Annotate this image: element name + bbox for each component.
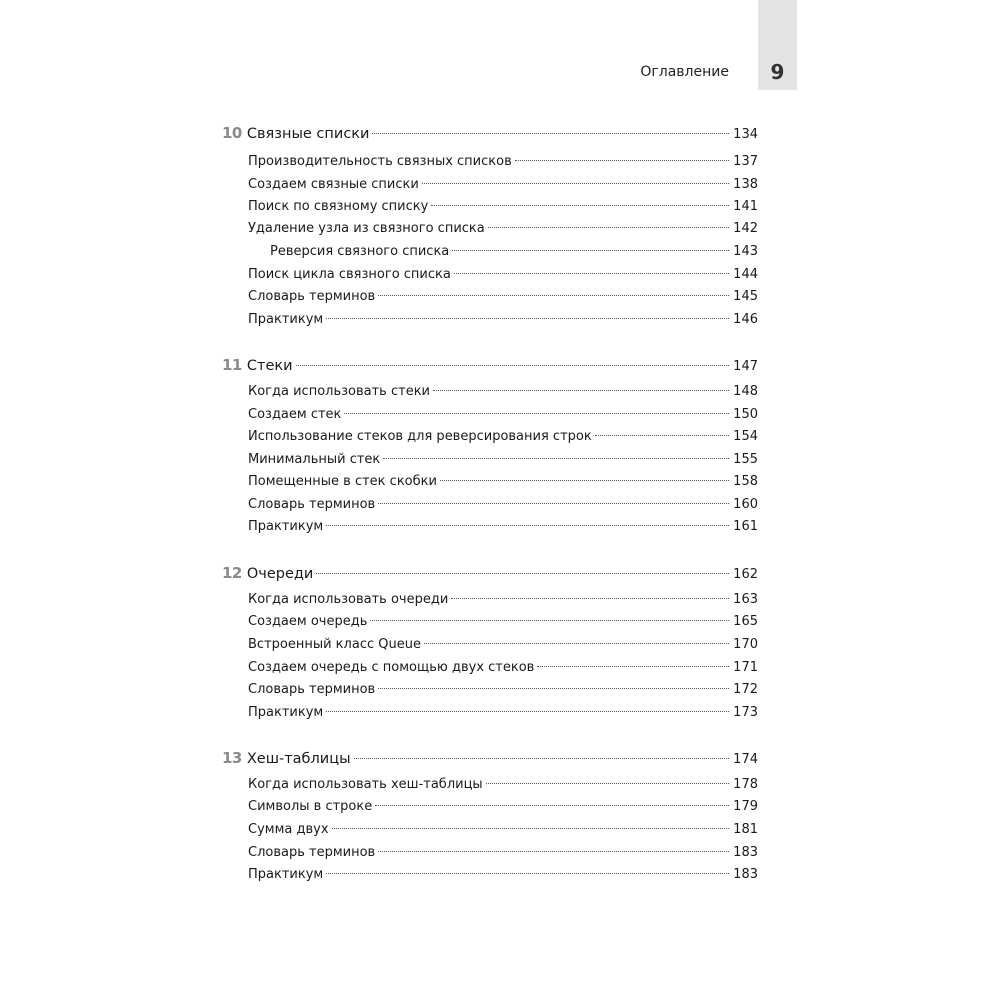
subsection-title: Реверсия связного списка bbox=[270, 244, 450, 259]
section-title: Когда использовать хеш-таблицы bbox=[248, 777, 483, 792]
chapter-number: 13 bbox=[222, 749, 242, 767]
section-page: 171 bbox=[733, 660, 758, 675]
toc-entry[interactable] bbox=[248, 197, 758, 219]
dot-leader bbox=[375, 805, 729, 806]
chapter-number: 10 bbox=[222, 124, 242, 142]
toc-entry[interactable] bbox=[248, 310, 758, 332]
toc-entry[interactable] bbox=[248, 450, 758, 472]
toc-entry[interactable] bbox=[248, 703, 758, 725]
section-title: Создаем очередь с помощью двух стеков bbox=[248, 660, 535, 675]
toc-entry[interactable] bbox=[248, 472, 758, 494]
section-title: Словарь терминов bbox=[248, 682, 376, 697]
section-page: 158 bbox=[733, 474, 758, 489]
dot-leader bbox=[296, 365, 730, 366]
dot-leader bbox=[433, 390, 729, 391]
section-title: Производительность связных списков bbox=[248, 154, 512, 169]
chapter-title: Хеш-таблицы bbox=[246, 751, 351, 767]
dot-leader bbox=[378, 295, 729, 296]
chapter-page: 174 bbox=[733, 752, 758, 767]
chapter-title: Связные списки bbox=[246, 126, 370, 142]
dot-leader bbox=[326, 318, 729, 319]
toc-entry[interactable] bbox=[248, 658, 758, 680]
running-title: Оглавление bbox=[640, 64, 729, 80]
section-page: 137 bbox=[733, 154, 758, 169]
section-title: Встроенный класс Queue bbox=[248, 637, 421, 652]
dot-leader bbox=[422, 183, 729, 184]
dot-leader bbox=[537, 666, 729, 667]
section-title: Минимальный стек bbox=[248, 452, 381, 467]
section-title: Создаем связные списки bbox=[248, 177, 419, 192]
toc-entry[interactable] bbox=[248, 612, 758, 634]
toc-entry[interactable] bbox=[248, 427, 758, 449]
toc-entry[interactable] bbox=[248, 175, 758, 197]
toc-entry[interactable] bbox=[248, 517, 758, 539]
dot-leader bbox=[488, 227, 729, 228]
chapter-page: 147 bbox=[733, 359, 758, 374]
dot-leader bbox=[378, 688, 729, 689]
toc-entry[interactable] bbox=[248, 405, 758, 427]
section-title: Создаем стек bbox=[248, 407, 342, 422]
dot-leader bbox=[326, 873, 729, 874]
page-number: 9 bbox=[770, 60, 785, 84]
toc-entry[interactable] bbox=[248, 775, 758, 797]
toc-entry[interactable] bbox=[248, 865, 758, 887]
section-page: 160 bbox=[733, 497, 758, 512]
section-title: Удаление узла из связного списка bbox=[248, 221, 485, 236]
section-page: 141 bbox=[733, 199, 758, 214]
toc-entry[interactable] bbox=[248, 382, 758, 404]
section-page: 154 bbox=[733, 429, 758, 444]
section-page: 143 bbox=[733, 244, 758, 259]
section-title: Символы в строке bbox=[248, 799, 373, 814]
dot-leader bbox=[452, 250, 729, 251]
dot-leader bbox=[595, 435, 729, 436]
section-title: Поиск по связному списку bbox=[248, 199, 429, 214]
section-title: Помещенные в стек скобки bbox=[248, 474, 437, 489]
section-title: Создаем очередь bbox=[248, 614, 368, 629]
section-page: 150 bbox=[733, 407, 758, 422]
chapter-number: 12 bbox=[222, 564, 242, 582]
section-page: 163 bbox=[733, 592, 758, 607]
chapter-heading[interactable] bbox=[222, 748, 758, 770]
section-title: Сумма двух bbox=[248, 822, 329, 837]
section-title: Поиск цикла связного списка bbox=[248, 267, 451, 282]
section-page: 145 bbox=[733, 289, 758, 304]
dot-leader bbox=[326, 711, 729, 712]
toc-entry[interactable] bbox=[248, 495, 758, 517]
section-title: Словарь терминов bbox=[248, 845, 376, 860]
section-page: 183 bbox=[733, 845, 758, 860]
section-title: Словарь терминов bbox=[248, 289, 376, 304]
toc-entry[interactable] bbox=[270, 242, 758, 264]
toc-entry[interactable] bbox=[248, 590, 758, 612]
section-page: 138 bbox=[733, 177, 758, 192]
dot-leader bbox=[451, 598, 729, 599]
section-title: Использование стеков для реверсирования строк bbox=[248, 429, 592, 444]
toc-entry[interactable] bbox=[248, 820, 758, 842]
dot-leader bbox=[326, 525, 729, 526]
dot-leader bbox=[372, 133, 729, 134]
dot-leader bbox=[370, 620, 729, 621]
section-title: Когда использовать стеки bbox=[248, 384, 430, 399]
chapter-heading[interactable] bbox=[222, 355, 758, 377]
dot-leader bbox=[332, 828, 730, 829]
section-title: Практикум bbox=[248, 705, 324, 720]
chapter-heading[interactable] bbox=[222, 563, 758, 585]
dot-leader bbox=[440, 480, 729, 481]
section-page: 173 bbox=[733, 705, 758, 720]
dot-leader bbox=[431, 205, 729, 206]
toc-entry[interactable] bbox=[248, 635, 758, 657]
toc-entry[interactable] bbox=[248, 287, 758, 309]
section-page: 144 bbox=[733, 267, 758, 282]
dot-leader bbox=[378, 503, 729, 504]
section-title: Когда использовать очереди bbox=[248, 592, 449, 607]
dot-leader bbox=[344, 413, 729, 414]
section-page: 181 bbox=[733, 822, 758, 837]
toc-entry[interactable] bbox=[248, 843, 758, 865]
chapter-heading[interactable] bbox=[222, 123, 758, 145]
chapter-page: 134 bbox=[733, 127, 758, 142]
section-page: 170 bbox=[733, 637, 758, 652]
section-title: Практикум bbox=[248, 867, 324, 882]
section-page: 155 bbox=[733, 452, 758, 467]
toc-entry[interactable] bbox=[248, 265, 758, 287]
toc-entry[interactable] bbox=[248, 797, 758, 819]
section-page: 148 bbox=[733, 384, 758, 399]
toc-entry[interactable] bbox=[248, 152, 758, 174]
toc-entry[interactable] bbox=[248, 219, 758, 241]
section-page: 178 bbox=[733, 777, 758, 792]
dot-leader bbox=[378, 851, 729, 852]
chapter-number: 11 bbox=[222, 356, 242, 374]
toc-entry[interactable] bbox=[248, 680, 758, 702]
section-page: 165 bbox=[733, 614, 758, 629]
dot-leader bbox=[316, 573, 729, 574]
section-title: Словарь терминов bbox=[248, 497, 376, 512]
section-page: 183 bbox=[733, 867, 758, 882]
chapter-page: 162 bbox=[733, 567, 758, 582]
dot-leader bbox=[515, 160, 729, 161]
dot-leader bbox=[486, 783, 729, 784]
dot-leader bbox=[454, 273, 729, 274]
dot-leader bbox=[424, 643, 729, 644]
dot-leader bbox=[354, 758, 730, 759]
chapter-title: Стеки bbox=[246, 358, 293, 374]
section-page: 142 bbox=[733, 221, 758, 236]
section-page: 161 bbox=[733, 519, 758, 534]
section-title: Практикум bbox=[248, 519, 324, 534]
section-page: 146 bbox=[733, 312, 758, 327]
chapter-title: Очереди bbox=[246, 566, 314, 582]
dot-leader bbox=[383, 458, 729, 459]
section-page: 179 bbox=[733, 799, 758, 814]
section-title: Практикум bbox=[248, 312, 324, 327]
section-page: 172 bbox=[733, 682, 758, 697]
